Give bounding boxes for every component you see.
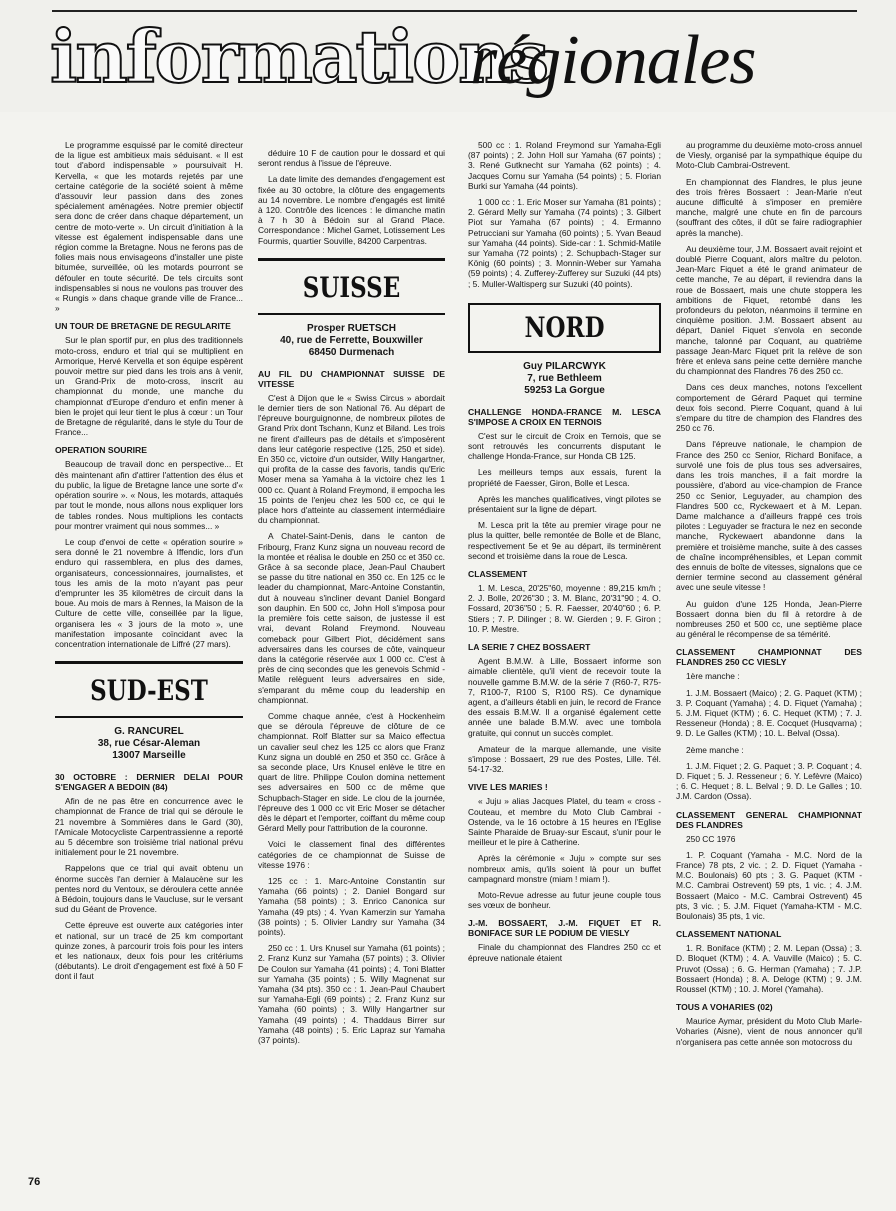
section-heading: LA SERIE 7 CHEZ BOSSAERT bbox=[468, 642, 591, 653]
paragraph: Voici le classement final des différentes catégories de ce championnat de Suisse de vitesse 1976 : bbox=[258, 839, 445, 870]
paragraph: Moto-Revue adresse au futur jeune couple tous ses vœux de bonheur. bbox=[468, 889, 661, 911]
page-subtitle: régionales bbox=[470, 22, 756, 99]
correspondent-block bbox=[55, 726, 243, 762]
paragraph: Agent B.M.W. à Lille, Bossaert informe son aimable clientèle, qu'il vient de recevoir toute la nouvelle gamme B.M.W. de la série 7 (R60-7, R75-7, R100-7, R100 S, R100 RS). Ce dynamique agent, a d'ailleurs établi en juin, le record de France des essais B.M.W. Il a organisé également cette année une balade B.M.W. avec une tombola gratuite, qui connut un succès complet. bbox=[468, 656, 661, 738]
paragraph: 1. M. Lesca, 20'25"60, moyenne : 89,215 km/h ; 2. J. Bolle, 20'26"30 ; 3. M. Blanc, 20'31"90 ; 4. O. Fossard, 20'36"50 ; 5. R. Faesser, 20'40"60 ; 6. P. Stiers ; 7. P. Dilinger ; 8. W. Gierden ; 9. F. Giron ; 10. P. Mestre. bbox=[468, 583, 661, 634]
paragraph: Maurice Aymar, président du Moto Club Marle-Voharies (Aisne), vient de nous annoncer qu'il n'organisera pas cette année son motocross du bbox=[676, 1016, 862, 1047]
paragraph: Finale du championnat des Flandres 250 cc et épreuve nationale étaient bbox=[468, 942, 661, 963]
paragraph: Beaucoup de travail donc en perspective... Et dès maintenant afin d'attirer l'attention des élus et du public, la ligue de Bretagne lance une sorte d'« opération sourire ». « Nous, les motards, attaqués par tout le monde, nous allons nous expliquer lors de tables rondes. Nous multiplions les contacts pour montrer vraiment qui nous sommes... » bbox=[55, 459, 243, 531]
paragraph: Amateur de la marque allemande, une visite s'impose : Bossaert, 29 rue des Postes, Lille. Tél. 54-17-32. bbox=[468, 743, 661, 775]
region-header-sud-est bbox=[55, 661, 243, 718]
correspondent-name: Prosper RUETSCH bbox=[307, 322, 396, 334]
paragraph: Au guidon d'une 125 Honda, Jean-Pierre Bossaert donna bien du fil à retordre à de nombreuses 250 et 500 cc, une septième place au général le récompense de sa témérité. bbox=[676, 598, 862, 640]
section-heading: CLASSEMENT NATIONAL bbox=[676, 929, 782, 940]
column-3 bbox=[468, 140, 661, 969]
paragraph: Dans l'épreuve nationale, le champion de France des 250 cc Senior, Richard Boniface, a survolé une fois de plus tous ses adversaires, dans les trois manches, il a fait mordre la poussière, d'abord au vice-champion de France 250 cc Senior, Leguyader, au champion des Flandres 500 cc, Ryckewaert et à M. Lepan. Dame malchance a d'ailleurs frappé ces trois pilotes : Leguyader se fractura le nez en seconde manche, Ryckewaert abandonne dans la première et troisième manche, suite à des casses de chaîne incompréhensibles, et Lepan commit des ennuis de boîte de vitesses, signalons que ce dernier termine second au classement général avec une seule vitesse ! bbox=[676, 439, 862, 593]
correspondent-city: 13007 Marseille bbox=[112, 750, 186, 762]
column-4 bbox=[676, 140, 862, 1053]
banner-rule bbox=[52, 10, 857, 12]
column-1 bbox=[55, 140, 243, 988]
paragraph: au programme du deuxième moto-cross annuel de Viesly, organisé par la sympathique équipe du Moto-Club Cambrai-Ostrevent. bbox=[676, 140, 862, 171]
paragraph: 1. J.M. Bossaert (Maico) ; 2. G. Paquet (KTM) ; 3. P. Coquant (Yamaha) ; 4. D. Fiquet (Yamaha) ; 5. J.M. Fiquet (KTM) ; 6. C. Hequet (KTM) ; 7. J. Resseneur (Honda) ; 8. E. Cocquet (Husqvarna) ; 9. D. Le Galles (KTM) ; 10. L. Belval (Ossa). bbox=[676, 687, 862, 739]
section-heading: UN TOUR DE BRETAGNE DE REGULARITE bbox=[55, 321, 231, 332]
section-heading: AU FIL DU CHAMPIONNAT SUISSE DE VITESSE bbox=[258, 368, 445, 389]
correspondent-address: 7, rue Bethleem bbox=[527, 372, 602, 384]
region-name: NORD bbox=[524, 310, 605, 344]
paragraph: Le coup d'envoi de cette « opération sourire » sera donné le 21 novembre à Iffendic, lors d'un enduro qui rassemblera, en plus des dames, organisateurs, concessionnaires, journalistes, et tous les amis de la moto n'ayant pas peur d'emprunter les 35 kilomètres de circuit dans la boue. Au mois de mars à Rennes, la Maison de la Culture de cette ville, conseillée par la ligue, organisera les « 3 jours de la moto », une manifestation imposante coïncidant avec la concentration internationale de Liffré (27 mars). bbox=[55, 536, 243, 649]
page-title-text: informations bbox=[50, 14, 547, 99]
paragraph: 1. R. Boniface (KTM) ; 2. M. Lepan (Ossa) ; 3. D. Bloquet (KTM) ; 4. A. Vauville (Maico) ; 5. C. Pruvot (Ossa) ; 6. G. Herman (Yamaha) ; 7. J.P. Bossaert (Honda) ; 8. A. Deloge (KTM) ; 9. J.M. Roussel (KTM) ; 10. J. Morel (Yamaha). bbox=[676, 943, 862, 995]
paragraph: A Chatel-Saint-Denis, dans le canton de Fribourg, Franz Kunz signa un nouveau record de la montée et réalisa le double en 250 cc et 350 cc. Grâce à sa seconde place, Jean-Paul Chaubert se passe du titre national en 350 cc. En 125 cc le leader du championnat, Marc-Antoine Constantin, dut à nouveau s'incliner devant Daniel Bongard son dauphin. En 500 cc, John Holl s'imposa pour la première fois cette saison, de justesse il est vrai, devant Roland Freymond. Nouveau comeback pour Gilbert Piot, décidément sans adversaires dans les courses de côte, vainqueur dans la catégorie réservée aux 1 000 cc. C'est à près de cinq secondes que les genevois Schmid - Matile relèguent leurs adversaires en side, s'emparant du même coup du leadership en championnat. bbox=[258, 531, 445, 705]
paragraph: 1 000 cc : 1. Eric Moser sur Yamaha (81 points) ; 2. Gérard Melly sur Yamaha (74 points) ; 3. Gilbert Piot sur Yamaha (67 points) ; 4. Ermanno Petrucciani sur Yamaha (60 points) ; 5. Yvan Beaud sur Yamaha (44 points). Side-car : 1. Schmid-Matile sur Yamaha (72 points) ; 2. Schupbach-Stager sur König (60 points) ; 3. Monnin-Weber sur Yamaha (59 points) ; 4. Zufferey-Zufferey sur Suzuki (44 pts) ; 5. Muller-Waltisperg sur Suzuki (40 points). bbox=[468, 197, 661, 289]
paragraph: La date limite des demandes d'engagement est fixée au 30 octobre, la clôture des engagements au 14 novembre. Le nombre d'engagés est limité à 120. Contrôle des licences : le dimanche matin à 7 h 30 à Bédoin sur al Grand Place. Correspondance : Michel Gamet, Lotissement Les Fourmis, quartier Souville, 84200 Carpentras. bbox=[258, 174, 445, 246]
paragraph: Sur le plan sportif pur, en plus des traditionnels moto-cross, enduro et trial qui se multiplient en Armorique, Hervé Kervella et son équipe espèrent pouvoir mettre sur pied dans les trois ans à venir, un Grand-Prix de moto-cross, inscrit au championnat du monde, une manche du championnat d'Europe d'enduro et enfin mener à bien le projet qui leur tient le plus à cœur : un Tour de Bretagne de régularité, dans le style du Tour de France... bbox=[55, 335, 243, 438]
section-heading: 30 OCTOBRE : DERNIER DELAI POUR S'ENGAGER A BEDOIN (84) bbox=[55, 772, 243, 793]
section-heading: TOUS A VOHARIES (02) bbox=[676, 1002, 773, 1013]
paragraph: 125 cc : 1. Marc-Antoine Constantin sur Yamaha (66 points) ; 2. Daniel Bongard sur Yamaha (58 points) ; 3. Enrico Canonica sur Yamaha (49 pts) ; 4. Yvan Kamerzin sur Yamaha (38 points) ; 5. Olivier Landry sur Yamaha (34 points). bbox=[258, 875, 445, 937]
paragraph: Au deuxième tour, J.M. Bossaert avait rejoint et doublé Pierre Coquant, alors maître du peloton. Jean-Marc Fiquet a été le grand animateur de cette manche, 7e au départ, il reviendra dans la roue de Bossaert, mais une chute stoppera les ambitions de Fiquet, retombé dans les profondeurs du peloton, néanmoins il termine en cinquième position. J.M. Bossaert absent au départ, Daniel Fiquet s'envola en seconde manche, talonné par Coquant, au quatrième passage Jean-Marc Fiquet prit la relève de son frère et enleva sans peine cette dernière manche du championnat des Flandres 76 des 250 cc. bbox=[676, 243, 862, 377]
paragraph: Comme chaque année, c'est à Hockenheim que se déroula l'épreuve de clôture de ce championnat. Rolf Blatter sur sa Maico effectua un cavalier seul chez les 125 cc alors que Franz Kunz signa un doublé en 250 et 350 cc. Grâce à sa seconde place, Urs Knusel enlève le titre en quart de litre. Philippe Coulon domina nettement ses adversaires en 500 cc de même que Schupbach-Stager en side. Le clou de la journée, l'épreuve des 1 000 cc vit Eric Moser se détacher dès le départ et l'emporter, coiffant du même coup Gérard Melly pour l'attribution de la couronne. bbox=[258, 710, 445, 834]
paragraph: Cette épreuve est ouverte aux catégories inter et national, sur un tracé de 25 km comportant quinze zones, à parcourir trois fois pour les inters et les nationaux, deux fois pour les critériums (débutants). Le droit d'engagement est fixé à 50 F dont il faut bbox=[55, 920, 243, 982]
subheading: 250 CC 1976 bbox=[686, 833, 736, 844]
section-heading: CLASSEMENT CHAMPIONNAT DES FLANDRES 250 CC VIESLY bbox=[676, 647, 862, 668]
paragraph: Rappelons que ce trial qui avait obtenu un énorme succès l'an dernier à Malaucène sur les pentes nord du Ventoux, se déroulera cette année à Bédoin, toujours dans le Vaucluse, sur le versant sud du Géant de Provence. bbox=[55, 863, 243, 915]
paragraph: Le programme esquissé par le comité directeur de la ligue est ambitieux mais séduisant. « Il est tout d'abord indispensable » poursuivait H. Kervella, « que les motards rejetés par une certaine catégorie de la société soient à même d'assouvir leur passion dans des zones spécialement aménagées. Notre premier objectif sera donc de créer dans chaque département, un centre de moto-verte ». Un circuit d'initiation à la vitesse est également indispensable dans une région comme la Bretagne. Nous ne ferons pas de folies mais nous envisageons d'installer une piste bitumée, surveillée, où les motards pourront se défouler en toute sécurité. De tels circuits sont indispensables si nous ne voulons pas trouver des « Rungis » dans chaque grande ville de France... » bbox=[55, 140, 243, 314]
section-heading: VIVE LES MARIES ! bbox=[468, 782, 548, 793]
paragraph: déduire 10 F de caution pour le dossard et qui seront rendus à l'issue de l'épreuve. bbox=[258, 148, 445, 169]
paragraph: C'est sur le circuit de Croix en Ternois, que se sont retrouvés les concurrents disputant le challenge Honda-France, sur Honda CB 125. bbox=[468, 430, 661, 462]
region-header-nord bbox=[468, 303, 661, 353]
column-2 bbox=[258, 148, 445, 1051]
paragraph: 1. J.M. Fiquet ; 2. G. Paquet ; 3. P. Coquant ; 4. D. Fiquet ; 5. J. Resseneur ; 6. Y. Lefèvre (Maico) ; 6. C. Hequet ; 8. L. Belval ; 9. D. Le Galles ; 10. J.M. Cardon (Ossa). bbox=[676, 760, 862, 802]
region-name: SUD-EST bbox=[90, 674, 208, 708]
paragraph: Après les manches qualificatives, vingt pilotes se présentaient sur la ligne de départ. bbox=[468, 493, 661, 515]
paragraph: 500 cc : 1. Roland Freymond sur Yamaha-Egli (87 points) ; 2. John Holl sur Yamaha (67 points) ; 3. René Gutknecht sur Yamaha (62 points) ; 4. Jacques Cornu sur Yamaha (54 points) ; 5. Florian Burki sur Yamaha (44 points). bbox=[468, 140, 661, 191]
correspondent-block bbox=[468, 361, 661, 397]
correspondent-city: 68450 Durmenach bbox=[308, 346, 395, 358]
section-heading: CHALLENGE HONDA-FRANCE M. LESCA S'IMPOSE A CROIX EN TERNOIS bbox=[468, 406, 661, 427]
section-heading: J.-M. BOSSAERT, J.-M. FIQUET ET R. BONIFACE SUR LE PODIUM DE VIESLY bbox=[468, 918, 661, 939]
paragraph: C'est à Dijon que le « Swiss Circus » abordait le dernier tiers de son National 76. Au départ de l'épreuve bourguignonne, de nombreux pilotes de Grand Prix dont Tschann, Kunz et Biland. Les trois ne firent d'ailleurs pas de détails et s'imposèrent dans leur catégorie respective (125, 250 et side). En 350 cc, victoire d'un outsider, Willy Hangartner, qui profita de la casse des favoris, tandis qu'Eric Moser mena sa Yamaha à la victoire chez les 1 000 cc. Quant à Roland Freymond, il empocha les 15 points de l'enjeu chez les 500 cc, ce qui le place hors d'atteinte au classement intermédiaire du championnat. bbox=[258, 392, 445, 526]
section-heading: CLASSEMENT bbox=[468, 569, 528, 580]
correspondent-name: Guy PILARCWYK bbox=[523, 360, 606, 372]
correspondent-address: 38, rue César-Aleman bbox=[97, 738, 201, 750]
paragraph: Les meilleurs temps aux essais, furent la propriété de Faesser, Giron, Bolle et Lesca. bbox=[468, 467, 661, 488]
region-name: SUISSE bbox=[302, 270, 401, 304]
paragraph: En championnat des Flandres, le plus jeune des trois frères Bossaert : Jean-Marie n'eut aucune difficulté à s'imposer en première manche, malgré une chute en fin de parcours (souffrant des côtes, il dût se faire radiographier après la manche). bbox=[676, 176, 862, 238]
region-header-suisse bbox=[258, 258, 445, 315]
paragraph: Après la cérémonie « Juju » compte sur ses nombreux amis, qu'ils soient là pour un buffet campagnard monstre (miam ! miam !). bbox=[468, 853, 661, 884]
correspondent-name: G. RANCUREL bbox=[114, 726, 184, 738]
page-banner bbox=[0, 0, 896, 112]
paragraph: Afin de ne pas être en concurrence avec le championnat de France de trial qui se déroule le 21 novembre à Sommières dans le Gard (30), l'Amicale Motocycliste Carpentrassienne a reporté au 5 décembre son troisième trial national prévu initialement pour le 21 novembre. bbox=[55, 796, 243, 858]
page-number: 76 bbox=[28, 1176, 41, 1188]
correspondent-city: 59253 La Gorgue bbox=[524, 384, 605, 396]
correspondent-address: 40, rue de Ferrette, Bouxwiller bbox=[280, 334, 423, 346]
subheading: 1ère manche : bbox=[686, 671, 740, 682]
paragraph: 250 cc : 1. Urs Knusel sur Yamaha (61 points) ; 2. Franz Kunz sur Yamaha (57 points) ; 3. Olivier De Coulon sur Yamaha (41 points) ; 4. Toni Blatter sur Yamaha (35 points) ; 5. Willy Magnenat sur Yamaha (34 pts). 350 cc : 1. Jean-Paul Chaubert sur Yamaha-Egli (69 points) ; 2. Franz Kunz sur Yamaha (60 points) ; 3. Willy Hangartner sur Yamaha (49 points) ; 4. Thaddaus Birrer sur Yamaha (48 points) ; 5. Eric Lapraz sur Yamaha (37 points). bbox=[258, 943, 445, 1046]
correspondent-block bbox=[258, 323, 445, 359]
paragraph: « Juju » alias Jacques Platel, du team « cross - Couteau, et membre du Moto Club Cambrai - Ostende, va le 16 octobre à 15 heures en l'Eglise Sainte Pharaide de Bruay-sur Escaut, s'unir pour le meilleur et le pire à Catherine. bbox=[468, 796, 661, 848]
subheading: 2ème manche : bbox=[686, 744, 744, 755]
section-heading: OPERATION SOURIRE bbox=[55, 445, 147, 456]
paragraph: Dans ces deux manches, notons l'excellent comportement de Gérard Paquet qui termine deux fois second. Pierre Coquant, quand à lui s'empare du titre de champion des Flandres des 250 cc 76. bbox=[676, 382, 862, 434]
section-heading: CLASSEMENT GENERAL CHAMPIONNAT DES FLANDRES bbox=[676, 809, 862, 830]
paragraph: 1. P. Coquant (Yamaha - M.C. Nord de la France) 78 pts, 2 vic. ; 2. D. Fiquet (Yamaha - M.C. Boulonais) 60 pts ; 3. G. Paquet (KTM - M.C. Cambrai Ostrevent) 59 pts, 1 vic. ; 4. J.M. Bossaert (Maico - M.C. Cambrai Ostrevent) 45 pts, 3 vic. ; 5. J.M. Fiquet (Yamaha-KTM - M.C. Boulonais) 35 pts, 1 vic. bbox=[676, 849, 862, 921]
paragraph: M. Lesca prit la tête au premier virage pour ne plus la quitter, belle remontée de Bolle et de Blanc, respectivement 5e et 9e au départ, ils terminèrent second et troisième dans la roue de Lesca. bbox=[468, 520, 661, 561]
